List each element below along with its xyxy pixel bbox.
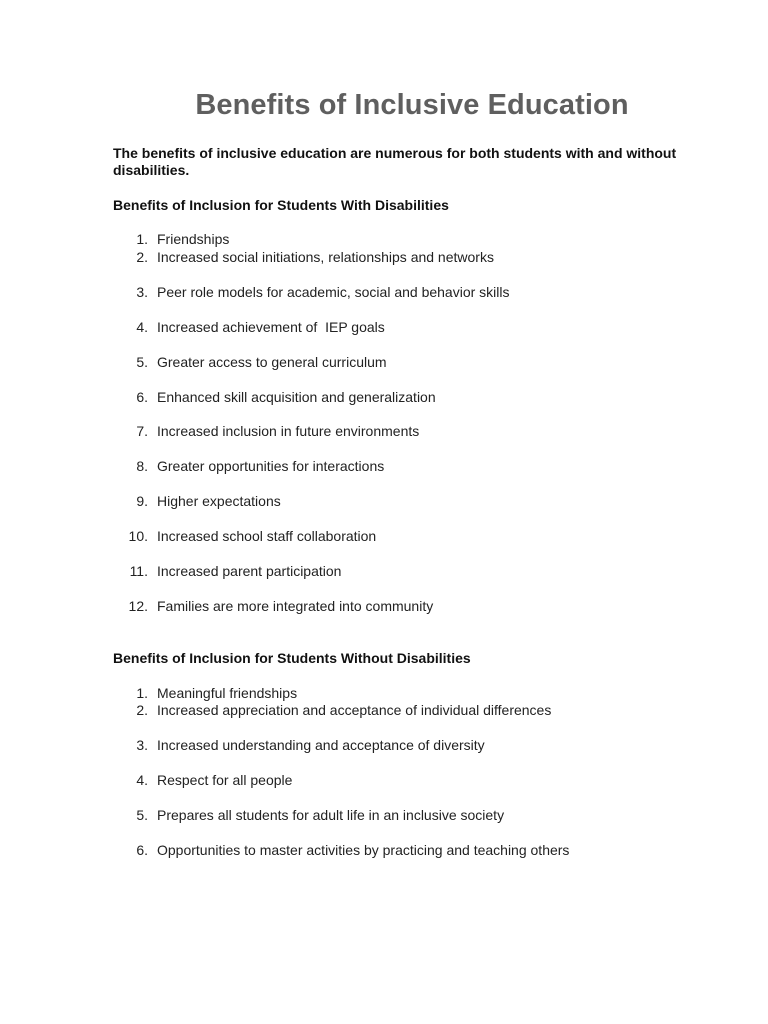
list-item-text: Increased social initiations, relationships and networks: [157, 249, 494, 265]
list-item-text: Greater access to general curriculum: [157, 354, 387, 370]
list-item-text: Higher expectations: [157, 493, 281, 509]
list-item-number: 12.: [128, 598, 148, 614]
list-item-number: 4.: [136, 772, 148, 788]
list-item-text: Increased school staff collaboration: [157, 528, 377, 544]
list-item-text: Enhanced skill acquisition and generalization: [157, 389, 436, 405]
list-item-text: Meaningful friendships: [157, 685, 298, 701]
list-item-number: 11.: [129, 563, 148, 579]
list-item-text: Increased parent participation: [157, 563, 342, 579]
document-title: Benefits of Inclusive Education: [195, 89, 629, 121]
list-item-number: 4.: [136, 319, 148, 335]
list-item-number: 1.: [136, 685, 148, 701]
list-item-number: 3.: [136, 737, 148, 753]
list-item-number: 10.: [128, 528, 148, 544]
section-heading-without-disabilities: Benefits of Inclusion for Students Without Disabilities: [113, 650, 471, 666]
list-item-number: 5.: [136, 807, 148, 823]
list-item-text: Increased understanding and acceptance of diversity: [157, 737, 485, 753]
list-item-text: Peer role models for academic, social and behavior skills: [157, 284, 510, 300]
list-item-number: 3.: [136, 284, 148, 300]
intro-paragraph: The benefits of inclusive education are numerous for both students with and without disabilities.: [113, 145, 677, 178]
list-item-text: Friendships: [157, 231, 230, 247]
list-item-text: Respect for all people: [157, 772, 293, 788]
list-item-text: Increased inclusion in future environments: [157, 423, 420, 439]
section-heading-with-disabilities: Benefits of Inclusion for Students With Disabilities: [113, 197, 449, 213]
list-item-number: 1.: [136, 231, 148, 247]
list-item-number: 8.: [136, 458, 148, 474]
list-item-text: Increased appreciation and acceptance of individual differences: [157, 702, 552, 718]
list-item-number: 6.: [136, 842, 148, 858]
list-item-text: Increased achievement of IEP goals: [157, 319, 385, 335]
list-item-number: 2.: [136, 702, 148, 718]
list-item-number: 5.: [136, 354, 148, 370]
list-item-number: 2.: [136, 249, 148, 265]
list-item-text: Prepares all students for adult life in an inclusive society: [157, 807, 505, 823]
list-item-text: Greater opportunities for interactions: [157, 458, 385, 474]
list-item-number: 7.: [136, 423, 148, 439]
list-item-number: 9.: [136, 493, 148, 509]
list-item-number: 6.: [136, 389, 148, 405]
list-item-text: Families are more integrated into community: [157, 598, 434, 614]
list-item-text: Opportunities to master activities by practicing and teaching others: [157, 842, 570, 858]
